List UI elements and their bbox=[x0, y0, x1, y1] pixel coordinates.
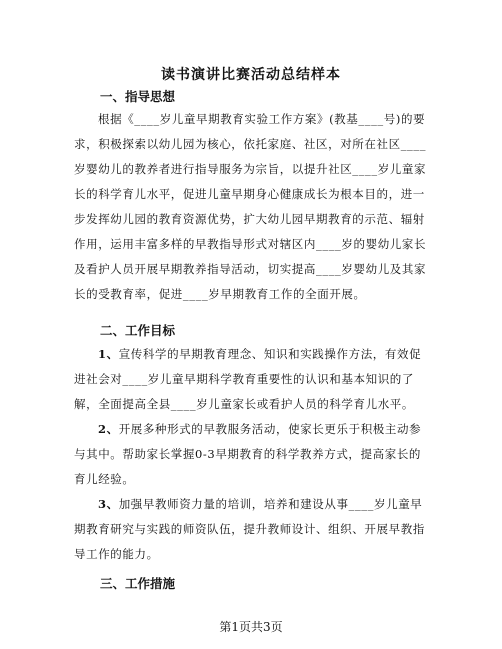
section-heading-work-goals: 二、工作目标 bbox=[100, 323, 176, 338]
goal-item-text: 宣传科学的早期教育理念、知识和实践操作方法，有效促进社会对____岁儿童早期科学教育重要性的认识和基本知识的了解，全面提高全县____岁儿童家长或看护人员的科学育儿水平。 bbox=[74, 347, 422, 411]
goal-item-number: 3、 bbox=[98, 497, 119, 511]
goal-item-number: 2、 bbox=[98, 422, 119, 436]
goal-item-2 bbox=[74, 417, 430, 492]
document-title: 读书演讲比赛活动总结样本 bbox=[161, 67, 341, 83]
goal-item-3 bbox=[74, 492, 430, 567]
goal-item-1 bbox=[74, 342, 430, 417]
page-number-footer: 第1页共3页 bbox=[219, 620, 283, 634]
section-heading-work-measures: 三、工作措施 bbox=[100, 576, 176, 591]
goal-item-text: 开展多种形式的早教服务活动，使家长更乐于积极主动参与其中。帮助家长掌握0-3早期教育的科学教养方式，提高家长的育儿经验。 bbox=[74, 422, 422, 486]
section-heading-guiding-ideology: 一、指导思想 bbox=[100, 89, 176, 104]
goal-item-number: 1、 bbox=[98, 347, 119, 361]
goal-item-text: 加强早教师资力量的培训，培养和建设从事____岁儿童早期教育研究与实践的师资队伍，提升教师设计、组织、开展早教指导工作的能力。 bbox=[74, 497, 425, 561]
paragraph-guiding-ideology: 根据《____岁儿童早期教育实验工作方案》(教基____号)的要求，积极探索以幼儿园为核心，依托家庭、社区，对所在社区____岁婴幼儿的教养者进行指导服务为宗旨，以提升社区____岁儿童家长的科学育儿水平，促进儿童早期身心健康成长为根本目的，进一步发挥幼儿园的教育资源优势，扩大幼儿园早期教育的示范、辐射作用，运用丰富多样的早教指导形式对辖区内____岁的婴幼儿家长及看护人员开展早期教养指导活动，切实提高____岁婴幼儿及其家长的受教育率，促进____岁早期教育工作的全面开展。 bbox=[74, 112, 427, 301]
